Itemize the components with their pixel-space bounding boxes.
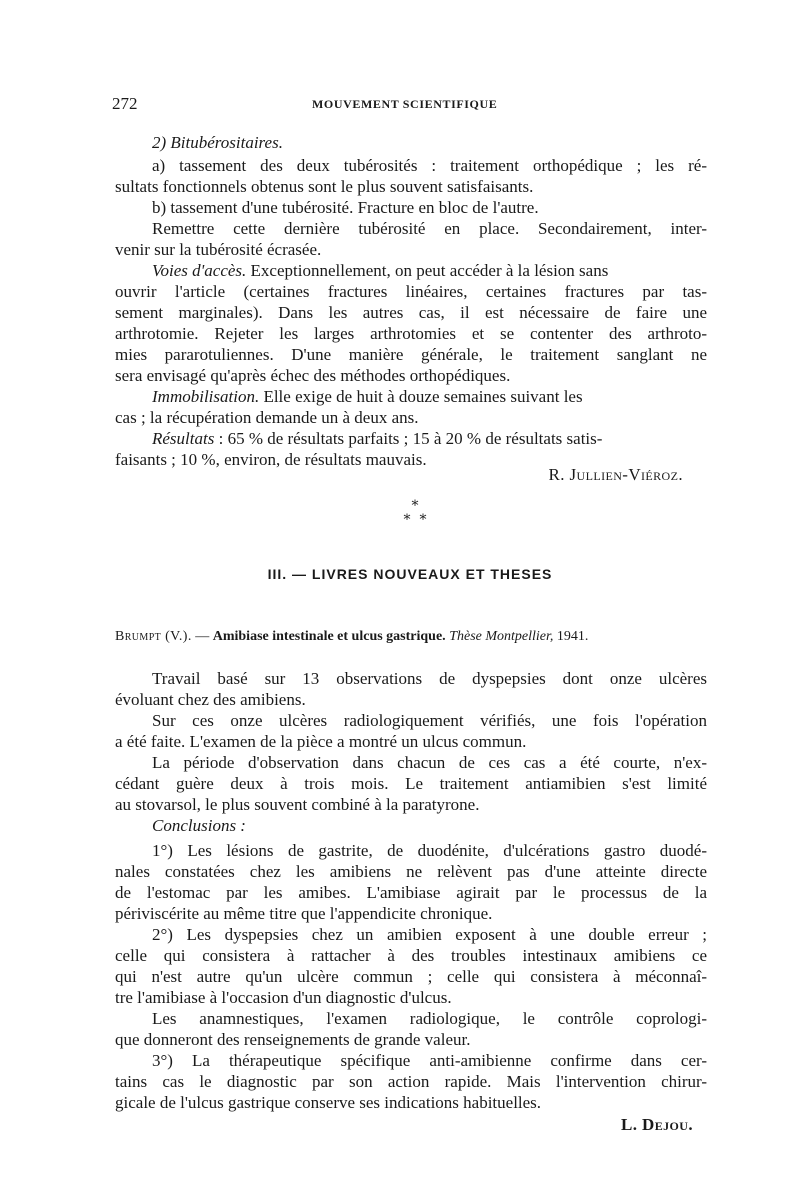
text-span: : 65 % de résultats parfaits ; 15 à 20 % de résultats satis- xyxy=(214,429,603,448)
text-line: tains cas le diagnostic par son action rapide. Mais l'intervention chirur- xyxy=(115,1072,707,1091)
text-line: que donneront des renseignements de grande valeur. xyxy=(115,1030,471,1049)
text-line: au stovarsol, le plus souvent combiné à la paratyrone. xyxy=(115,795,480,814)
bibliographic-reference xyxy=(115,627,707,647)
text-line: ouvrir l'article (certaines fractures linéaires, certaines fractures par tas- xyxy=(115,282,707,301)
text-span: Exceptionnellement, on peut accéder à la lésion sans xyxy=(246,261,609,280)
text-line: venir sur la tubérosité écrasée. xyxy=(115,240,322,259)
text-line: 1°) Les lésions de gastrite, de duodénite, d'ulcérations gastro duodé- xyxy=(152,841,707,860)
text-line xyxy=(152,260,707,281)
text-line: arthrotomie. Rejeter les larges arthrotomies et se contenter des arthroto- xyxy=(115,324,707,343)
text-line: tre l'amibiase à l'occasion d'un diagnostic d'ulcus. xyxy=(115,988,452,1007)
text-line: cas ; la récupération demande un à deux ans. xyxy=(115,408,419,427)
reference-thesis: Thèse Montpellier, xyxy=(449,629,554,644)
svg-text:*: * xyxy=(403,512,411,528)
text-line: périviscérite au même titre que l'appendicite chronique. xyxy=(115,904,493,923)
reference-title: Amibiase intestinale et ulcus gastrique. xyxy=(212,629,446,644)
italic-heading: Immobilisation. xyxy=(152,387,260,406)
text-line: sera envisagé qu'après échec des méthodes orthopédiques. xyxy=(115,366,511,385)
text-line: gicale de l'ulcus gastrique conserve ses indications habituelles. xyxy=(115,1093,542,1112)
reference-author: Brumpt (V.). xyxy=(115,629,192,644)
ornament-asterism-icon xyxy=(395,498,435,528)
svg-text:*: * xyxy=(411,498,419,514)
text-line: qui n'est autre qu'un ulcère commun ; celle qui consistera à méconnaî- xyxy=(115,967,707,986)
text-span: Elle exige de huit à douze semaines suivant les xyxy=(259,387,583,406)
text-line: 3°) La thérapeutique spécifique anti-amibienne confirme dans cer- xyxy=(152,1051,707,1070)
text-line: Travail basé sur 13 observations de dyspepsies dont onze ulcères xyxy=(152,669,707,688)
text-line: nales constatées chez les amibiens ne relèvent pas d'une atteinte directe xyxy=(115,862,707,881)
text-line xyxy=(152,428,707,449)
text-line: sultats fonctionnels obtenus sont le plus souvent satisfaisants. xyxy=(115,177,534,196)
text-line: Remettre cette dernière tubérosité en place. Secondairement, inter- xyxy=(152,219,707,238)
running-title: MOUVEMENT SCIENTIFIQUE xyxy=(312,97,498,111)
text-line: celle qui consistera à rattacher à des troubles intestinaux amibiens ce xyxy=(115,946,707,965)
text-line: La période d'observation dans chacun de ces cas a été courte, n'ex- xyxy=(152,753,707,772)
text-line: faisants ; 10 %, environ, de résultats mauvais. xyxy=(115,450,427,469)
italic-heading: Résultats xyxy=(152,429,215,448)
text-line: mies pararotuliennes. D'une manière générale, le traitement sanglant ne xyxy=(115,345,707,364)
text-line: sement marginales). Dans les autres cas, il est nécessaire de faire une xyxy=(115,303,707,322)
text-line: évoluant chez des amibiens. xyxy=(115,690,306,709)
text-line: de l'estomac par les amibes. L'amibiase agirait par le processus de la xyxy=(115,883,707,902)
text-line xyxy=(152,386,707,407)
section-heading: III. — LIVRES NOUVEAUX ET THESES xyxy=(267,566,553,582)
text-line: b) tassement d'une tubérosité. Fracture en bloc de l'autre. xyxy=(152,198,539,217)
svg-text:*: * xyxy=(419,512,427,528)
text-line: 2°) Les dyspepsies chez un amibien exposent à une double erreur ; xyxy=(152,925,707,944)
text-line: a) tassement des deux tubérosités : traitement orthopédique ; les ré- xyxy=(152,156,707,175)
text-line: Conclusions : xyxy=(152,816,246,835)
page-header xyxy=(112,94,712,114)
reference-year: 1941. xyxy=(553,629,589,644)
text-line: Les anamnestiques, l'examen radiologique, le contrôle coprologi- xyxy=(152,1009,707,1028)
page-number: 272 xyxy=(112,94,138,113)
text-line: Sur ces onze ulcères radiologiquement vérifiés, une fois l'opération xyxy=(152,711,707,730)
reference-dash: — xyxy=(191,629,213,644)
text-line: a été faite. L'examen de la pièce a montré un ulcus commun. xyxy=(115,732,527,751)
text-line: 2) Bitubérositaires. xyxy=(152,133,283,152)
italic-heading: Voies d'accès. xyxy=(152,261,247,280)
author-signature: L. Dejou. xyxy=(621,1115,693,1134)
text-line: cédant guère deux à trois mois. Le traitement antiamibien s'est limité xyxy=(115,774,707,793)
author-signature: R. Jullien-Viéroz. xyxy=(548,465,683,484)
